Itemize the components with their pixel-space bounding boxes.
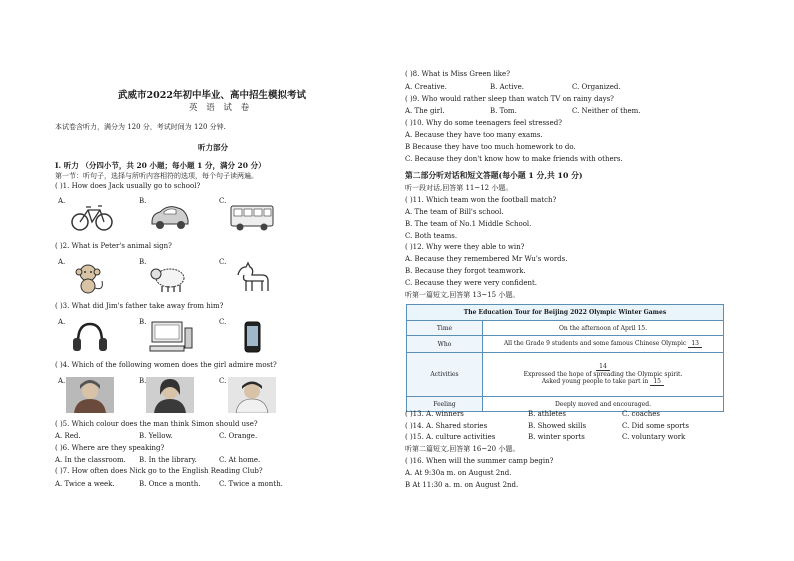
table-label-activities: Activities xyxy=(407,353,483,397)
q1-option-b: B. xyxy=(139,197,147,205)
q5-option-b: B. Yellow. xyxy=(139,432,173,440)
table-value-who xyxy=(483,336,724,353)
exam-subject: 英 语 试 卷 xyxy=(189,103,253,113)
section2-title: 第二部分听对话和短文答题(每小题 1 分,共 10 分) xyxy=(405,171,583,180)
activities-line3: Asked young people to take part in xyxy=(541,378,649,385)
q3-option-b: B. xyxy=(139,318,147,326)
question-13: ( )13. A. winners xyxy=(405,410,464,418)
exam-note: 本试卷含听力，满分为 120 分，考试时间为 120 分钟. xyxy=(55,123,226,131)
q8-option-c: C. Organized. xyxy=(572,83,621,91)
q13-option-b: B. athletes xyxy=(528,410,567,418)
q12-option-b: B. Because they forgot teamwork. xyxy=(405,267,526,275)
q9-option-a: A. The girl. xyxy=(405,107,445,115)
q4-option-a: A. xyxy=(58,377,66,385)
horse-icon xyxy=(228,261,276,295)
question-7: ( )7. How often does Nick go to the English Reading Club? xyxy=(55,467,263,475)
passage2-instructions: 听第二篇短文,回答第 16~20 小题。 xyxy=(405,445,520,453)
tour-table xyxy=(406,304,724,412)
q5-option-c: C. Orange. xyxy=(219,432,258,440)
q10-option-c: C. Because they don't know how to make friends with others. xyxy=(405,155,623,163)
q6-option-b: B. In the library. xyxy=(139,456,197,464)
blank-13[interactable]: 13 xyxy=(688,340,702,348)
q15-option-c: C. voluntary work xyxy=(622,433,686,441)
table-value-time: On the afternoon of April 15. xyxy=(483,321,724,336)
q9-option-c: C. Neither of them. xyxy=(572,107,641,115)
question-9: ( )9. Who would rather sleep than watch TV on rainy days? xyxy=(405,95,614,103)
q12-option-c: C. Because they were very confident. xyxy=(405,279,538,287)
q5-option-a: A. Red. xyxy=(55,432,81,440)
part-title: 听力部分 xyxy=(198,143,228,152)
passage1-instructions: 听第一篇短文,回答第 13~15 小题。 xyxy=(405,291,520,299)
q14-option-b: B. Showed skills xyxy=(528,422,587,430)
q2-option-b: B. xyxy=(139,258,147,266)
q6-option-a: A. In the classroom. xyxy=(55,456,126,464)
q4-option-c: C. xyxy=(219,377,227,385)
question-6: ( )6. Where are they speaking? xyxy=(55,444,165,452)
monkey-icon xyxy=(66,261,114,295)
question-4: ( )4. Which of the following women does the girl admire most? xyxy=(55,361,277,369)
q3-option-a: A. xyxy=(58,318,66,326)
question-14: ( )14. A. Shared stories xyxy=(405,422,488,430)
q10-option-b: B Because they have too much homework to do. xyxy=(405,143,576,151)
q11-option-a: A. The team of Bill's school. xyxy=(405,208,504,216)
headphones-icon xyxy=(66,320,114,354)
question-12: ( )12. Why were they able to win? xyxy=(405,243,525,251)
question-5: ( )5. Which colour does the man think Simon should use? xyxy=(55,420,258,428)
exam-title: 武威市2022年初中毕业、高中招生模拟考试 xyxy=(118,90,306,101)
table-label-time: Time xyxy=(407,321,483,336)
q11-option-b: B. The team of No.1 Middle School. xyxy=(405,220,532,228)
question-10: ( )10. Why do some teenagers feel stressed? xyxy=(405,119,563,127)
q2-option-a: A. xyxy=(58,258,66,266)
q6-option-c: C. At home. xyxy=(219,456,261,464)
q8-option-b: B. Active. xyxy=(490,83,524,91)
computer-icon xyxy=(146,320,194,354)
car-icon xyxy=(146,200,194,234)
question-3: ( )3. What did Jim's father take away from him? xyxy=(55,302,224,310)
bus-icon xyxy=(228,200,276,234)
q2-option-c: C. xyxy=(219,258,227,266)
woman-portrait-2 xyxy=(146,377,194,413)
q14-option-c: C. Did some sports xyxy=(622,422,689,430)
section1-instructions: 第一节：听句子，选择与所听内容相符的选项，每个句子读两遍。 xyxy=(55,172,258,180)
q10-option-a: A. Because they have too many exams. xyxy=(405,131,543,139)
question-15: ( )15. A. culture activities xyxy=(405,433,496,441)
q13-option-c: C. coaches xyxy=(622,410,661,418)
q16-option-a: A. At 9:30a m. on August 2nd. xyxy=(405,469,512,477)
question-11: ( )11. Which team won the football match? xyxy=(405,196,557,204)
bicycle-icon xyxy=(68,200,116,234)
q9-option-b: B. Tom. xyxy=(490,107,517,115)
table-label-who: Who xyxy=(407,336,483,353)
q16-option-b: B At 11:30 a. m. on August 2nd. xyxy=(405,481,519,489)
q11-option-c: C. Both teams. xyxy=(405,232,458,240)
activities-line2: Expressed the hope of spreading the Olympic spirit. xyxy=(523,371,683,378)
q15-option-b: B. winter sports xyxy=(528,433,585,441)
table-title: The Education Tour for Beijing 2022 Olympic Winter Games xyxy=(407,305,724,321)
q1-option-c: C. xyxy=(219,197,227,205)
q1-option-a: A. xyxy=(58,197,66,205)
q7-option-c: C. Twice a month. xyxy=(219,480,283,488)
section1-title: I. 听力 （分四小节，共 20 小题；每小题 1 分，满分 20 分） xyxy=(55,161,266,170)
phone-icon xyxy=(228,320,276,354)
question-2: ( )2. What is Peter's animal sign? xyxy=(55,242,172,250)
q3-option-c: C. xyxy=(219,318,227,326)
q7-option-a: A. Twice a week. xyxy=(55,480,115,488)
who-text: All the Grade 9 students and some famous Chinese Olympic xyxy=(503,340,687,347)
q8-option-a: A. Creative. xyxy=(405,83,447,91)
sheep-icon xyxy=(146,261,194,295)
question-16: ( )16. When will the summer camp begin? xyxy=(405,457,554,465)
table-label-feeling: Feeling xyxy=(407,397,483,412)
q7-option-b: B. Once a month. xyxy=(139,480,201,488)
q12-option-a: A. Because they remembered Mr Wu's words. xyxy=(405,255,568,263)
table-value-feeling: Deeply moved and encouraged. xyxy=(483,397,724,412)
blank-14[interactable]: 14 xyxy=(596,363,610,371)
section2-instructions: 听一段对话,回答第 11~12 小题。 xyxy=(405,184,513,192)
blank-15[interactable]: 15 xyxy=(650,378,664,386)
q4-option-b: B. xyxy=(139,377,147,385)
question-1: ( )1. How does Jack usually go to school? xyxy=(55,182,201,190)
question-8: ( )8. What is Miss Green like? xyxy=(405,70,510,78)
woman-portrait-3 xyxy=(228,377,276,413)
woman-portrait-1 xyxy=(66,377,114,413)
table-value-activities xyxy=(483,353,724,397)
